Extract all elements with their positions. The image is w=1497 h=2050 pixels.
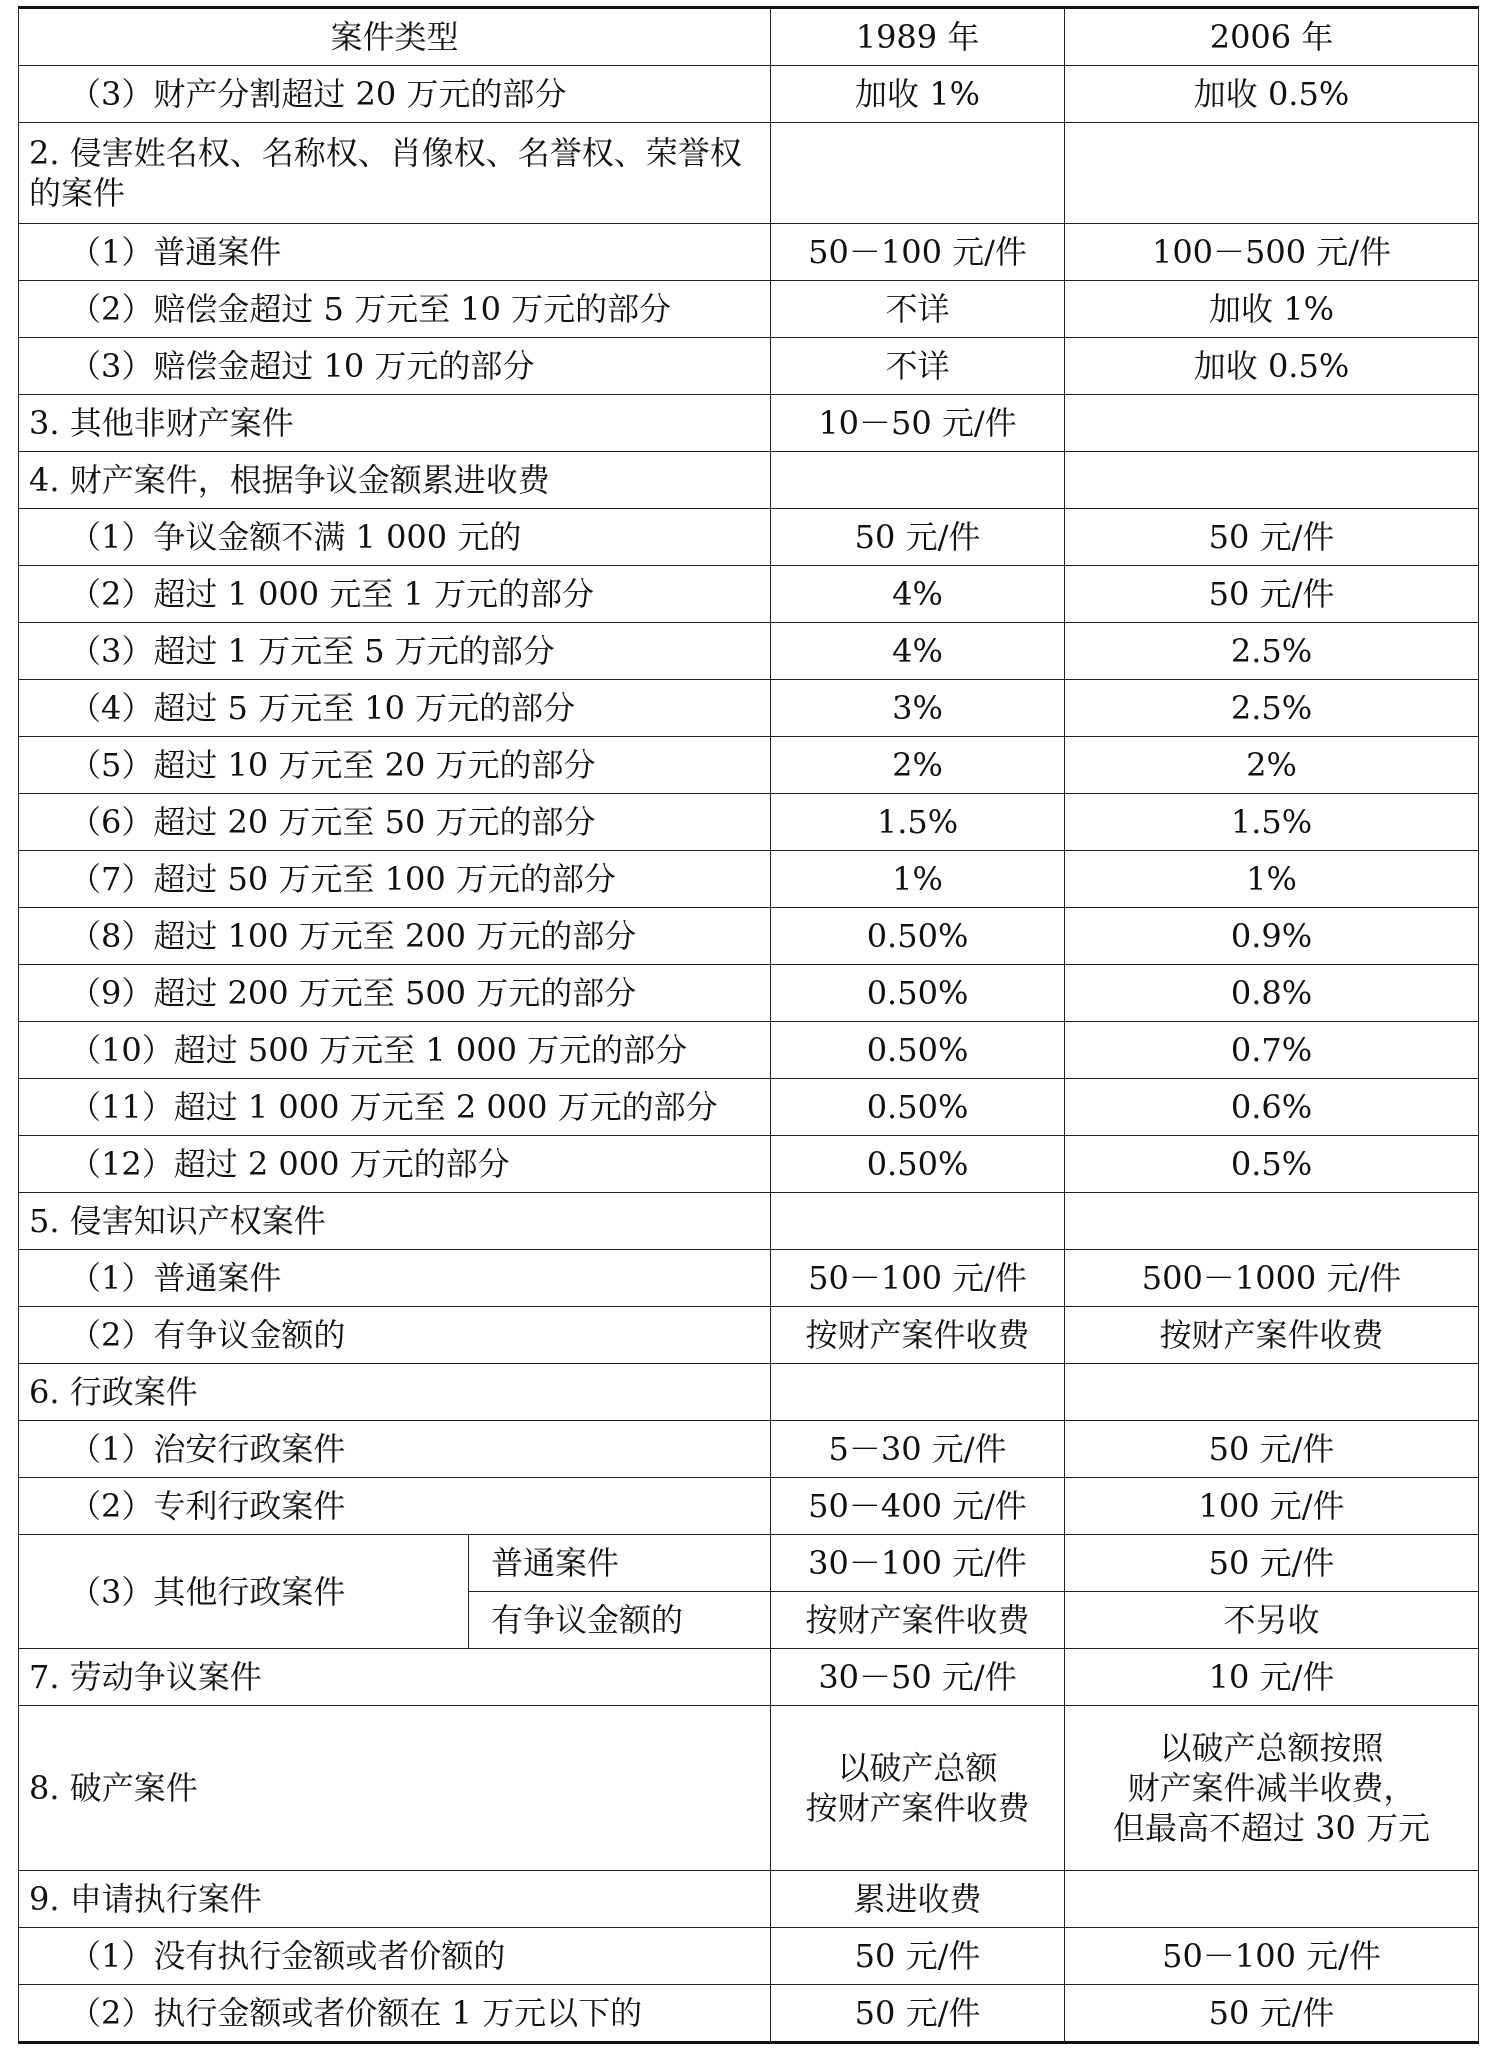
value-2006: 按财产案件收费 (1065, 1307, 1479, 1364)
row-label: （1）普通案件 (19, 1250, 771, 1307)
value-2006: 0.7% (1065, 1022, 1479, 1079)
value-1989: 加收 1% (771, 66, 1065, 123)
value-2006: 100 元/件 (1065, 1478, 1479, 1535)
row-label: （4）超过 5 万元至 10 万元的部分 (19, 680, 771, 737)
table-row (19, 1706, 1479, 1871)
row-label: 3. 其他非财产案件 (19, 395, 771, 452)
value-1989: 按财产案件收费 (771, 1307, 1065, 1364)
value-1989: 按财产案件收费 (771, 1592, 1065, 1649)
value-2006: 50－100 元/件 (1065, 1928, 1479, 1985)
row-label: （11）超过 1 000 万元至 2 000 万元的部分 (19, 1079, 771, 1136)
value-1989: 4% (771, 566, 1065, 623)
value-2006: 2.5% (1065, 680, 1479, 737)
row-label: 2. 侵害姓名权、名称权、肖像权、名誉权、荣誉权的案件 (19, 123, 771, 224)
row-label: （3）赔偿金超过 10 万元的部分 (19, 338, 771, 395)
table-row (19, 1307, 1479, 1364)
row-label: （2）超过 1 000 元至 1 万元的部分 (19, 566, 771, 623)
table-row (19, 908, 1479, 965)
row-label: （3）其他行政案件 (19, 1535, 469, 1649)
table-row (19, 123, 1479, 224)
table-row (19, 737, 1479, 794)
row-label: 4. 财产案件，根据争议金额累进收费 (19, 452, 771, 509)
table-row (19, 338, 1479, 395)
value-2006: 50 元/件 (1065, 566, 1479, 623)
value-1989: 0.50% (771, 1022, 1065, 1079)
row-label: （7）超过 50 万元至 100 万元的部分 (19, 851, 771, 908)
value-2006: 2.5% (1065, 623, 1479, 680)
value-1989: 不详 (771, 338, 1065, 395)
value-1989: 0.50% (771, 1079, 1065, 1136)
value-2006: 0.9% (1065, 908, 1479, 965)
value-1989: 50－400 元/件 (771, 1478, 1065, 1535)
table-row (19, 395, 1479, 452)
value-2006: 0.6% (1065, 1079, 1479, 1136)
value-line: 以破产总额 (837, 1749, 998, 1787)
value-1989: 0.50% (771, 1136, 1065, 1193)
row-label: （1）治安行政案件 (19, 1421, 771, 1478)
value-1989 (771, 1193, 1065, 1250)
value-1989: 1% (771, 851, 1065, 908)
table-row (19, 566, 1479, 623)
table-row (19, 1136, 1479, 1193)
table-row (19, 1649, 1479, 1706)
value-2006: 50 元/件 (1065, 509, 1479, 566)
table-row (19, 452, 1479, 509)
value-1989: 不详 (771, 281, 1065, 338)
value-line: 按财产案件收费 (805, 1789, 1030, 1827)
value-2006 (1065, 1706, 1479, 1871)
value-line: 但最高不超过 30 万元 (1112, 1809, 1431, 1847)
value-1989: 50－100 元/件 (771, 224, 1065, 281)
table-row (19, 794, 1479, 851)
table-row (19, 851, 1479, 908)
value-2006: 100－500 元/件 (1065, 224, 1479, 281)
value-1989 (771, 1706, 1065, 1871)
value-1989: 2% (771, 737, 1065, 794)
value-1989: 累进收费 (771, 1871, 1065, 1928)
row-label: 8. 破产案件 (19, 1706, 771, 1871)
table-row (19, 1193, 1479, 1250)
value-2006 (1065, 1871, 1479, 1928)
table-row (19, 1364, 1479, 1421)
row-label: （12）超过 2 000 万元的部分 (19, 1136, 771, 1193)
value-1989 (771, 452, 1065, 509)
value-1989 (771, 123, 1065, 224)
value-line: 以破产总额按照 (1159, 1729, 1384, 1767)
table-row (19, 680, 1479, 737)
row-label: 7. 劳动争议案件 (19, 1649, 771, 1706)
row-label: （6）超过 20 万元至 50 万元的部分 (19, 794, 771, 851)
table-row (19, 1535, 1479, 1592)
value-2006: 加收 0.5% (1065, 338, 1479, 395)
table-row (19, 1421, 1479, 1478)
value-1989: 50 元/件 (771, 1985, 1065, 2043)
row-label: 5. 侵害知识产权案件 (19, 1193, 771, 1250)
row-label: 6. 行政案件 (19, 1364, 771, 1421)
value-2006: 1% (1065, 851, 1479, 908)
row-label: （2）赔偿金超过 5 万元至 10 万元的部分 (19, 281, 771, 338)
table-row (19, 1928, 1479, 1985)
value-1989: 50－100 元/件 (771, 1250, 1065, 1307)
value-line: 财产案件减半收费， (1127, 1769, 1416, 1807)
value-1989: 4% (771, 623, 1065, 680)
value-2006: 50 元/件 (1065, 1421, 1479, 1478)
row-sublabel: 普通案件 (469, 1535, 771, 1592)
value-1989: 0.50% (771, 908, 1065, 965)
value-2006: 加收 1% (1065, 281, 1479, 338)
value-1989: 50 元/件 (771, 1928, 1065, 1985)
row-label: （1）争议金额不满 1 000 元的 (19, 509, 771, 566)
row-label: 9. 申请执行案件 (19, 1871, 771, 1928)
value-2006: 500－1000 元/件 (1065, 1250, 1479, 1307)
table-row (19, 1871, 1479, 1928)
row-label: （3）财产分割超过 20 万元的部分 (19, 66, 771, 123)
value-1989: 50 元/件 (771, 509, 1065, 566)
table-row (19, 1022, 1479, 1079)
value-2006 (1065, 123, 1479, 224)
value-1989: 30－100 元/件 (771, 1535, 1065, 1592)
value-2006: 50 元/件 (1065, 1985, 1479, 2043)
value-2006 (1065, 395, 1479, 452)
row-label: （10）超过 500 万元至 1 000 万元的部分 (19, 1022, 771, 1079)
row-label: （8）超过 100 万元至 200 万元的部分 (19, 908, 771, 965)
row-label: （9）超过 200 万元至 500 万元的部分 (19, 965, 771, 1022)
table-row (19, 66, 1479, 123)
table-header-row (19, 8, 1479, 66)
value-1989: 30－50 元/件 (771, 1649, 1065, 1706)
table-row (19, 509, 1479, 566)
header-1989: 1989 年 (771, 8, 1065, 66)
value-2006: 不另收 (1065, 1592, 1479, 1649)
row-label: （2）有争议金额的 (19, 1307, 771, 1364)
value-2006: 2% (1065, 737, 1479, 794)
fee-comparison-table (18, 6, 1479, 2044)
value-2006 (1065, 1193, 1479, 1250)
table-row (19, 1985, 1479, 2043)
value-2006: 50 元/件 (1065, 1535, 1479, 1592)
row-label: （1）普通案件 (19, 224, 771, 281)
row-label: （1）没有执行金额或者价额的 (19, 1928, 771, 1985)
value-1989: 5－30 元/件 (771, 1421, 1065, 1478)
table-row (19, 965, 1479, 1022)
header-2006: 2006 年 (1065, 8, 1479, 66)
header-case-type: 案件类型 (19, 8, 771, 66)
table-row (19, 1478, 1479, 1535)
value-2006: 加收 0.5% (1065, 66, 1479, 123)
value-1989: 0.50% (771, 965, 1065, 1022)
table-row (19, 1079, 1479, 1136)
row-label: （2）专利行政案件 (19, 1478, 771, 1535)
table-row (19, 623, 1479, 680)
table-row (19, 281, 1479, 338)
value-2006: 0.8% (1065, 965, 1479, 1022)
value-2006 (1065, 452, 1479, 509)
row-sublabel: 有争议金额的 (469, 1592, 771, 1649)
row-label: （2）执行金额或者价额在 1 万元以下的 (19, 1985, 771, 2043)
value-2006: 0.5% (1065, 1136, 1479, 1193)
value-2006: 1.5% (1065, 794, 1479, 851)
value-1989: 3% (771, 680, 1065, 737)
row-label: （5）超过 10 万元至 20 万元的部分 (19, 737, 771, 794)
table-row (19, 1250, 1479, 1307)
value-1989 (771, 1364, 1065, 1421)
table-row (19, 224, 1479, 281)
value-1989: 1.5% (771, 794, 1065, 851)
row-label: （3）超过 1 万元至 5 万元的部分 (19, 623, 771, 680)
value-2006 (1065, 1364, 1479, 1421)
value-1989: 10－50 元/件 (771, 395, 1065, 452)
value-2006: 10 元/件 (1065, 1649, 1479, 1706)
